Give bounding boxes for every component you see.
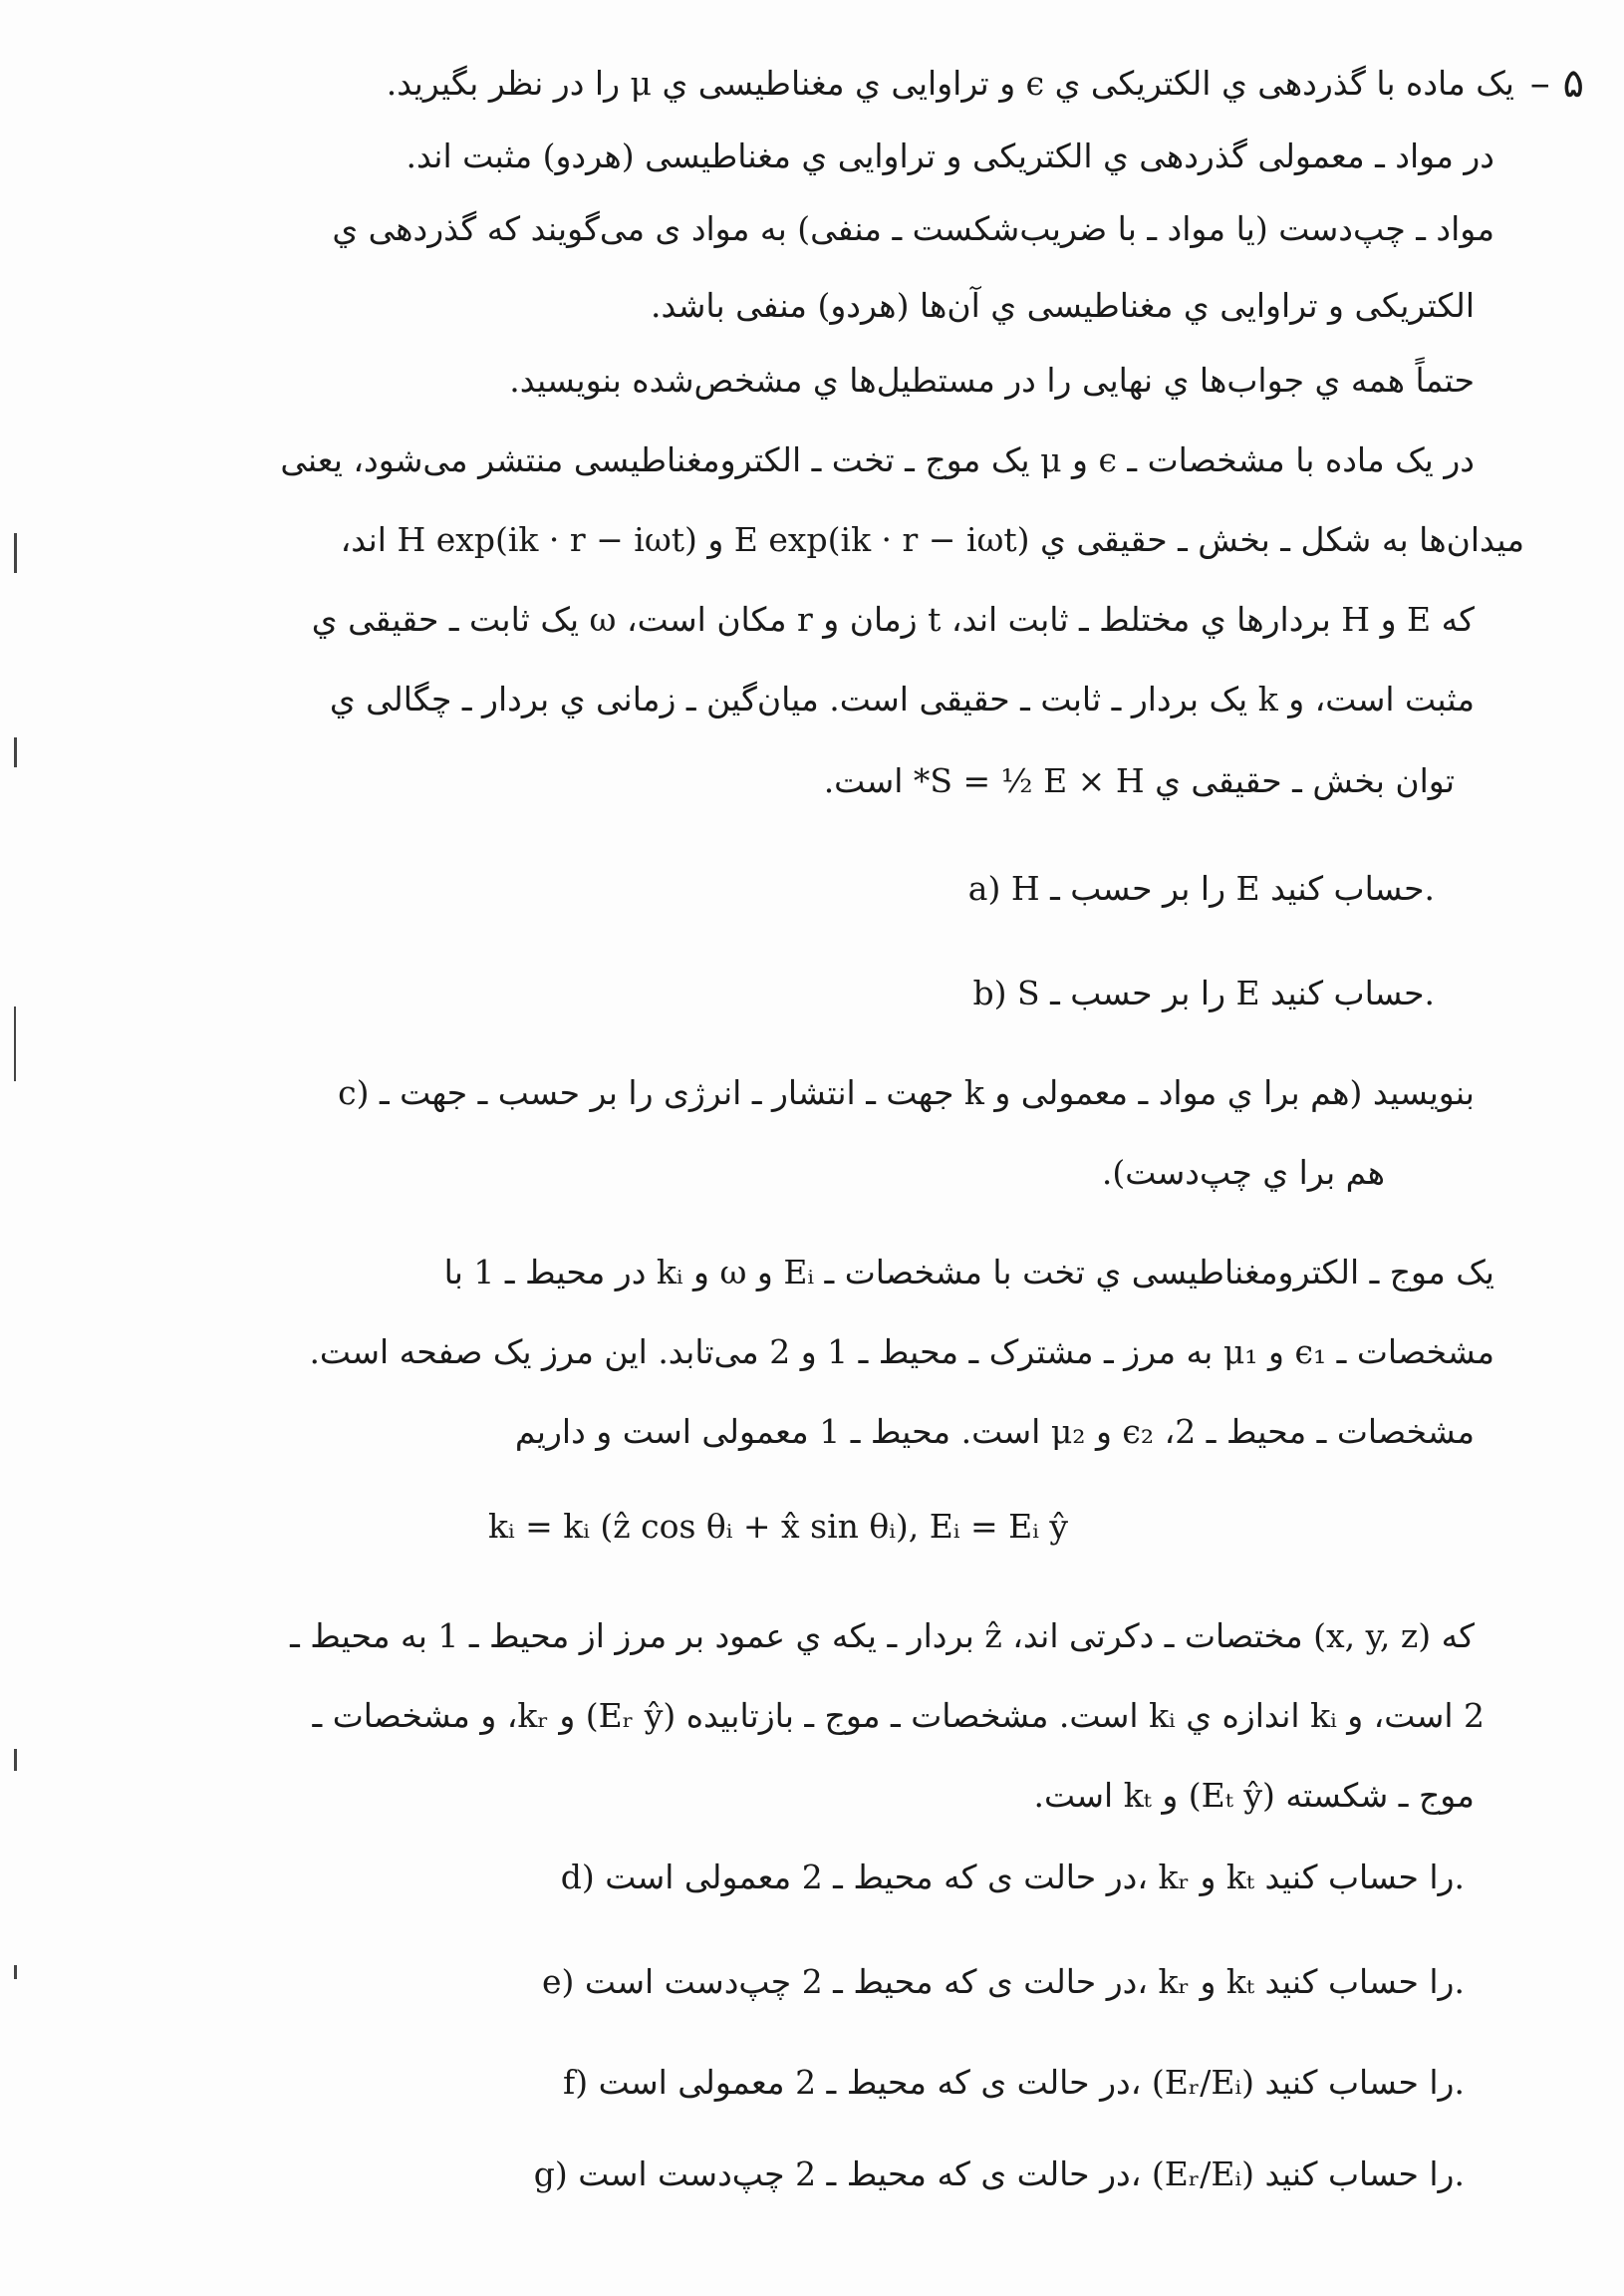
part-c-continued: هم برا ي چپ‌دست). (1101, 1153, 1385, 1192)
para3-line-1: که (x, y, z) مختصات ـ دکرتی اند، ẑ بردار ـ یکه ي عمود بر مرز از محیط ـ 1 به محیط ـ (290, 1616, 1475, 1655)
para2-line-2: مشخصات ـ ϵ₁ و μ₁ به مرز ـ مشترک ـ محیط ـ 1 و 2 می‌تابد. این مرز یک صفحه است. (309, 1332, 1494, 1371)
intro-line-3: مواد ـ چپ‌دست (یا مواد ـ با ضریب‌شکست ـ منفی) به مواد ی می‌گویند که گذردهی ي (332, 209, 1494, 248)
problem-number: ۵ – (1529, 61, 1584, 107)
part-f-text: در حالت ی که محیط ـ 2 معمولی است، (Eᵣ/Eᵢ) را حساب کنید. (598, 2063, 1465, 2102)
part-a-label: a) (967, 869, 1001, 908)
para2-line-1: یک موج ـ الکترومغناطیسی ي تخت با مشخصات ـ Eᵢ و ω و kᵢ در محیط ـ 1 با (443, 1253, 1494, 1292)
part-d-label: d) (560, 1858, 595, 1896)
scan-mark (14, 1749, 17, 1771)
para1-line-4: مثبت است، و k یک بردار ـ ثابت ـ حقیقی است. میان‌گین ـ زمانی ي بردار ـ چگالی ي (329, 680, 1475, 718)
part-e-label: e) (542, 1962, 575, 2001)
part-d-text: در حالت ی که محیط ـ 2 معمولی است، kᵣ و kₜ را حساب کنید. (605, 1858, 1465, 1896)
intro-line-4: الکتریکی و تراوایی ي مغناطیسی ي آن‌ها (هردو) منفی باشد. (650, 286, 1475, 325)
part-a-text: H را بر حسب ـ E حساب کنید. (1010, 869, 1435, 908)
para1-line-3: که E و H بردارها ي مختلط ـ ثابت اند، t زمان و r مکان است، ω یک ثابت ـ حقیقی ي (311, 600, 1475, 639)
part-d (561, 1856, 1465, 1899)
para1-line-1: در یک ماده با مشخصات ـ ϵ و μ یک موج ـ تخت ـ الکترومغناطیسی منتشر می‌شود، یعنی (280, 440, 1475, 479)
para3-line-3: موج ـ شکسته (Eₜ ŷ) و kₜ است. (1033, 1776, 1475, 1815)
intro-line-1: یک ماده با گذردهی ي الکتریکی ي ϵ و تراوایی ي مغناطیسی ي μ را در نظر بگیرید. (386, 64, 1514, 103)
part-e-text: در حالت ی که محیط ـ 2 چپ‌دست است، kᵣ و kₜ را حساب کنید. (584, 1962, 1465, 2001)
para1-line-5: توان بخش ـ حقیقی ي S = ½ E × H* است. (823, 761, 1455, 800)
para2-line-3: مشخصات ـ محیط ـ 2، ϵ₂ و μ₂ است. محیط ـ 1 معمولی است و داریم (514, 1412, 1475, 1451)
part-g-label: g) (533, 2154, 568, 2193)
part-g (534, 2152, 1465, 2196)
part-a (968, 867, 1435, 911)
incident-wave-equation: kᵢ = kᵢ (ẑ cos θᵢ + x̂ sin θᵢ), Eᵢ = Eᵢ ŷ (488, 1507, 1068, 1546)
part-g-text: در حالت ی که محیط ـ 2 چپ‌دست است، (Eᵣ/Eᵢ) را حساب کنید. (578, 2154, 1465, 2193)
part-c (338, 1071, 1475, 1115)
part-c-label: c) (338, 1073, 370, 1112)
part-e (542, 1960, 1465, 2004)
part-c-text: جهت ـ انتشار ـ انرژی را بر حسب ـ جهت ـ k بنویسید (هم برا ي مواد ـ معمولی و (379, 1073, 1475, 1112)
para1-line-2: میدان‌ها به شکل ـ بخش ـ حقیقی ي E exp(ik · r − iωt) و H exp(ik · r − iωt) اند، (340, 520, 1524, 559)
scan-mark (14, 533, 17, 573)
part-f-label: f) (562, 2063, 589, 2102)
intro-line-5: حتماً همه ي جواب‌ها ي نهایی را در مستطیل‌ها ي مشخص‌شده بنویسید. (509, 361, 1475, 400)
para3-line-2: 2 است، و kᵢ اندازه ي kᵢ است. مشخصات ـ موج ـ بازتابیده (Eᵣ ŷ) و kᵣ، و مشخصات ـ (312, 1696, 1485, 1735)
scan-mark (14, 737, 17, 767)
part-f (563, 2061, 1465, 2105)
part-b (973, 972, 1435, 1015)
scan-mark (14, 1965, 17, 1979)
intro-line-2: در مواد ـ معمولی گذردهی ي الکتریکی و تراوایی ي مغناطیسی (هردو) مثبت اند. (406, 137, 1494, 175)
part-b-text: S را بر حسب ـ E حساب کنید. (1017, 974, 1435, 1012)
part-b-label: b) (972, 974, 1007, 1012)
scan-mark (14, 1006, 16, 1081)
